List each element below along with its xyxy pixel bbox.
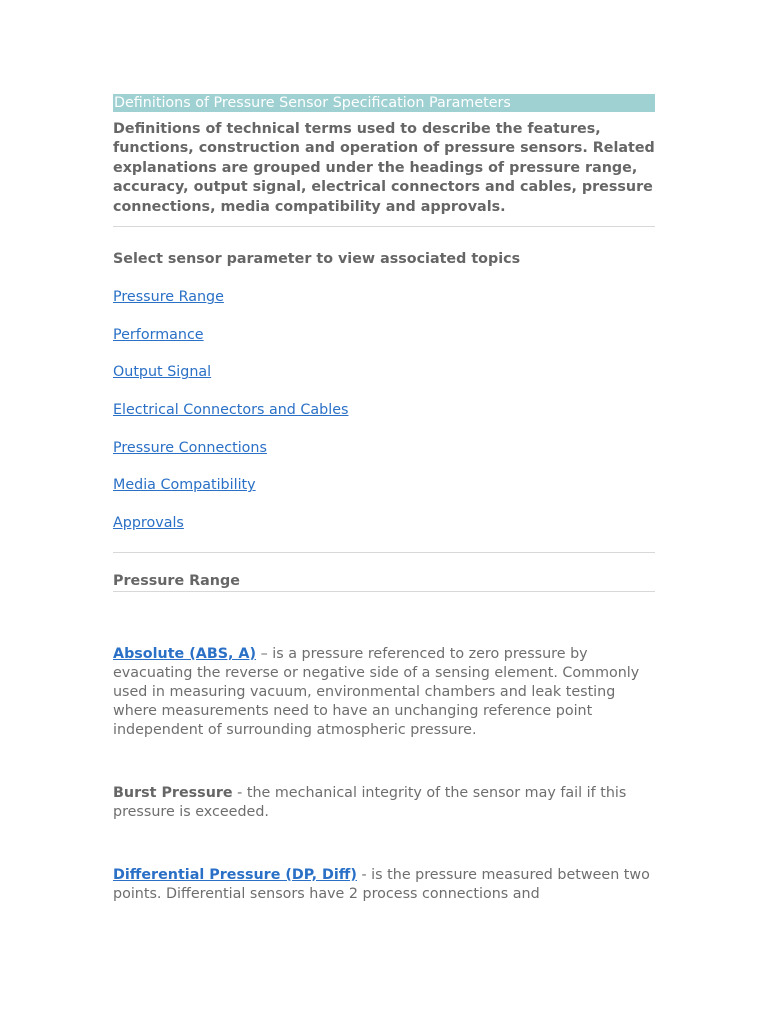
divider	[113, 226, 655, 227]
definition-text: - the mechanical integrity of the sensor may fail if this pressure is exceeded.	[113, 784, 627, 820]
term-link-absolute[interactable]: Absolute (ABS, A)	[113, 645, 257, 662]
topic-link-list	[113, 288, 655, 532]
intro-paragraph: Definitions of technical terms used to describe the features, functions, construction and operation of pressure sensors. Related explanations are grouped under the headings of pressure range, accuracy, output signal, electrical connectors and cables, pressure connections, media compatibility and approvals.	[113, 121, 655, 215]
term-link-differential-pressure[interactable]: Differential Pressure (DP, Diff)	[113, 866, 357, 883]
divider	[113, 591, 655, 592]
divider	[113, 552, 655, 553]
definition-differential-pressure	[113, 866, 655, 904]
topic-link-pressure-connections[interactable]: Pressure Connections	[113, 439, 267, 456]
topic-link-approvals[interactable]: Approvals	[113, 515, 184, 532]
section-heading-pressure-range: Pressure Range	[113, 572, 240, 589]
definition-absolute	[113, 645, 655, 740]
document-page	[113, 94, 655, 904]
topic-link-pressure-range[interactable]: Pressure Range	[113, 289, 224, 306]
topic-link-electrical-connectors[interactable]: Electrical Connectors and Cables	[113, 402, 349, 419]
document-title: Definitions of Pressure Sensor Specification Parameters	[113, 94, 655, 112]
definition-text: – is a pressure referenced to zero pressure by evacuating the reverse or negative side of a sensing element. Commonly used in measuring vacuum, environmental chambers and leak testing where measurements need to have an unchanging reference point independent of surrounding atmospheric pressure.	[113, 645, 640, 738]
select-parameter-heading: Select sensor parameter to view associated topics	[113, 251, 521, 268]
topic-link-media-compatibility[interactable]: Media Compatibility	[113, 477, 256, 494]
topic-link-output-signal[interactable]: Output Signal	[113, 364, 212, 381]
definition-burst-pressure	[113, 784, 655, 822]
definition-text: - is the pressure measured between two points. Differential sensors have 2 process connections and	[113, 866, 650, 902]
topic-link-performance[interactable]: Performance	[113, 326, 204, 343]
term-burst-pressure: Burst Pressure	[113, 784, 233, 801]
